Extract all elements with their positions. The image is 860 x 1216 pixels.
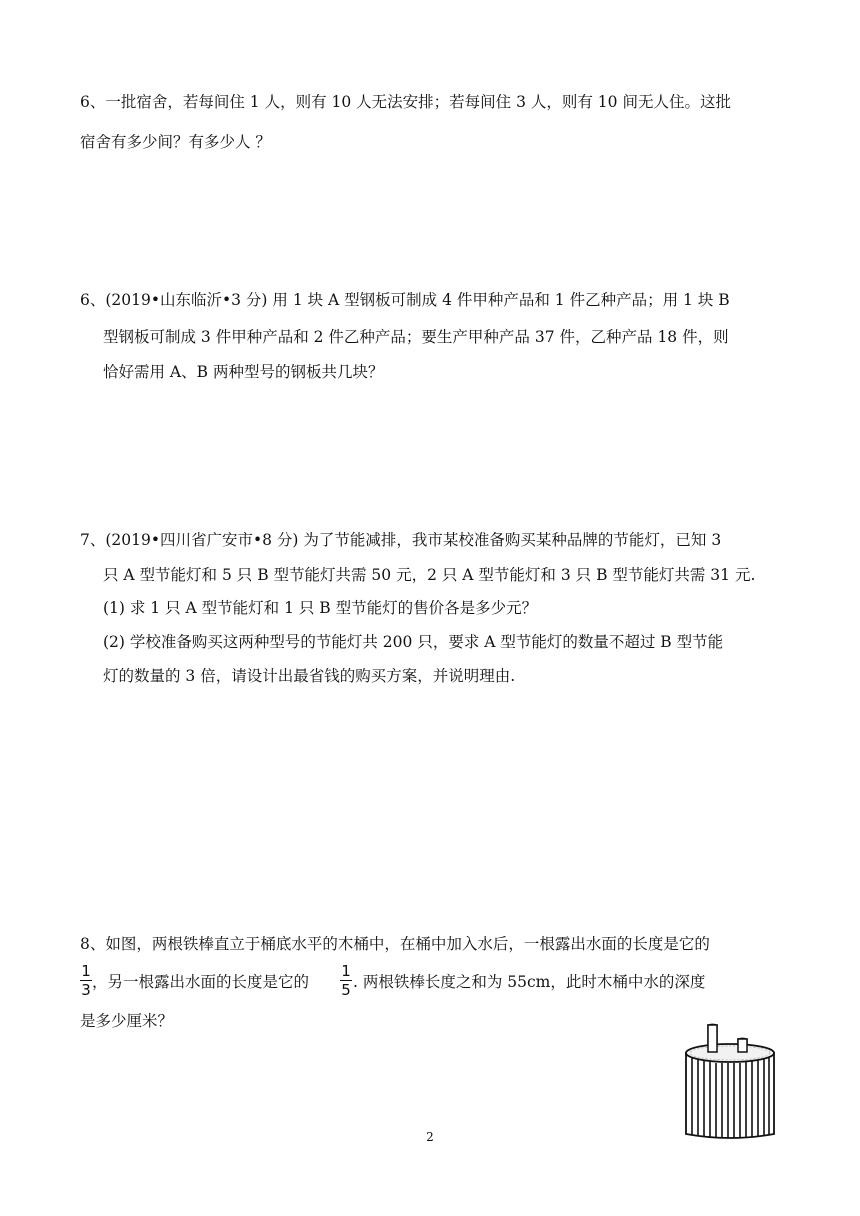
bucket-body-icon <box>686 1052 774 1138</box>
fraction-one-fifth-den: 5 <box>341 981 351 999</box>
q6b-line1: 6、(2019•山东临沂•3 分) 用 1 块 A 型钢板可制成 4 件甲种产品和 1 件乙种产品；用 1 块 B <box>80 291 730 309</box>
fraction-one-fifth-num: 1 <box>341 962 351 980</box>
bucket-with-two-iron-rods-figure <box>680 1022 780 1144</box>
q6b-line2: 型钢板可制成 3 件甲种产品和 2 件乙种产品；要生产甲种产品 37 件，乙种产品 18 件，则 <box>103 328 729 346</box>
q7-line3: (1) 求 1 只 A 型节能灯和 1 只 B 型节能灯的售价各是多少元？ <box>103 599 538 617</box>
q7-line2: 只 A 型节能灯和 5 只 B 型节能灯共需 50 元，2 只 A 型节能灯和 3 只 B 型节能灯共需 31 元. <box>103 566 756 584</box>
q8-line2-part1: ，另一根露出水面的长度是它的 <box>92 973 310 991</box>
q6a-line1: 6、一批宿舍，若每间住 1 人，则有 10 人无法安排；若每间住 3 人，则有 10 间无人住。这批 <box>80 93 731 111</box>
q6a-line2: 宿舍有多少间？有多少人 ？ <box>80 133 271 151</box>
page-number: 2 <box>426 1130 434 1144</box>
q7-line5: 灯的数量的 3 倍，请设计出最省钱的购买方案，并说明理由. <box>103 667 516 685</box>
q7-line1: 7、(2019•四川省广安市•8 分) 为了节能减排，我市某校准备购买某种品牌的节能灯，已知 3 <box>80 531 722 549</box>
fraction-one-third <box>80 963 92 998</box>
fraction-one-third-num: 1 <box>81 962 91 980</box>
fraction-one-third-den: 3 <box>81 981 91 999</box>
q8-line1: 8、如图，两根铁棒直立于桶底水平的木桶中，在桶中加入水后，一根露出水面的长度是它的 <box>80 935 710 953</box>
q6b-line3: 恰好需用 A、B 两种型号的钢板共几块？ <box>103 363 384 381</box>
q8-line3: 是多少厘米？ <box>80 1012 174 1030</box>
q8-line2-part2: . 两根铁棒长度之和为 55cm，此时木桶中水的深度 <box>353 973 706 991</box>
q7-line4: (2) 学校准备购买这两种型号的节能灯共 200 只，要求 A 型节能灯的数量不超过 B 型节能 <box>103 633 724 651</box>
bucket-rim-icon <box>686 1044 774 1062</box>
fraction-one-fifth <box>340 963 352 998</box>
